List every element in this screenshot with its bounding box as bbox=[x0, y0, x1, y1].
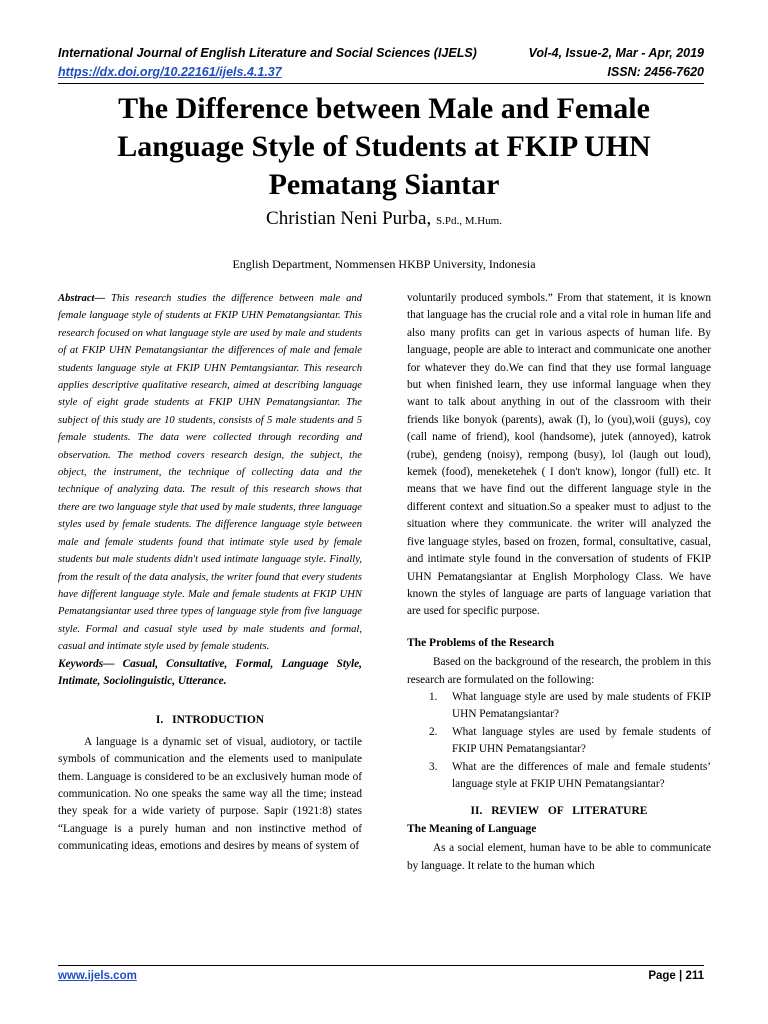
abstract-text: This research studies the difference between male and female language style of students at FKIP UHN Pematangsiantar. This research focused on what language style are used by male and students of at FKIP UHN Pematangsiantar the differences of male and female students language style at FKIP UHN Pemtangsiantar. This research applies descriptive qualitative research, aimed at describing language style of eight grade students at FKIP UHN Pematangsiantar. The subject of this study are 10 students, consists of 5 male students and 5 female students. The data were collected through recording and observation. The method covers research design, the subject, the object, the instrument, the technique of collecting data and the technique of analyzing data. The result of this research shows that there are two language style that used by male students, three language styles used by female students. The difference language style between male and female students found that intimate style used by female students but male students didn't used intimate language style. Finally, from the result of the data analysis, the writer found that every students have different language style. Male and female students at FKIP UHN Pematangsiantar used three types of language style from five language style. Formal and casual style used by male students and formal, casual and intimate style used by female students. bbox=[58, 293, 362, 653]
author-name: Christian Neni Purba, bbox=[266, 208, 432, 229]
paper-title: The Difference between Male and Female Language Style of Students at FKIP UHN Pematang Siantar bbox=[117, 92, 651, 201]
abstract bbox=[58, 290, 362, 656]
problems-list bbox=[407, 689, 711, 793]
intro-heading: I. INTRODUCTION bbox=[155, 714, 265, 727]
author-line bbox=[60, 208, 708, 230]
issn: ISSN: 2456-7620 bbox=[607, 65, 704, 79]
right-column bbox=[407, 290, 711, 875]
list-number: 1. bbox=[429, 690, 438, 703]
journal-name: International Journal of English Literature and Social Sciences (IJELS) bbox=[58, 46, 477, 60]
keywords-text: Casual, Consultative, Formal, Language Style, Intimate, Sociolinguistic, Utterance. bbox=[58, 657, 362, 687]
left-column bbox=[58, 290, 362, 856]
header-divider bbox=[58, 83, 704, 84]
list-item bbox=[407, 724, 711, 759]
keywords-label: Keywords— bbox=[58, 657, 115, 670]
list-item bbox=[407, 759, 711, 794]
affiliation: English Department, Nommensen HKBP University, Indonesia bbox=[232, 257, 536, 271]
abstract-label: Abstract— bbox=[58, 293, 106, 304]
review-heading: II. REVIEW OF LITERATURE bbox=[470, 805, 648, 818]
list-number: 3. bbox=[429, 760, 438, 773]
doi-row bbox=[58, 65, 704, 79]
website-link[interactable]: www.ijels.com bbox=[58, 970, 137, 982]
page-footer bbox=[58, 965, 704, 982]
page-number: Page | 211 bbox=[648, 970, 704, 982]
problems-intro: Based on the background of the research, the problem in this research are formulated on the following: bbox=[407, 656, 711, 686]
volume-info: Vol-4, Issue-2, Mar - Apr, 2019 bbox=[528, 46, 704, 60]
doi-link[interactable]: https://dx.doi.org/10.22161/ijels.4.1.37 bbox=[58, 65, 282, 79]
intro-paragraph: A language is a dynamic set of visual, audiotory, or tactile symbols of communication and the elements used to manipulate them. Language is considered to be an exclusively human mode of communication. No one speaks the same way all the time; instead they speak for a wide variety of purpose. Sapir (1921:8) states “Language is a purely human and non instinctive method of communicating ideas, emotions and desires by means of system of bbox=[58, 735, 362, 853]
journal-header bbox=[58, 46, 704, 60]
meaning-paragraph: As a social element, human have to be able to communicate by language. It relate to the human which bbox=[407, 842, 711, 872]
list-item bbox=[407, 689, 711, 724]
problems-heading: The Problems of the Research bbox=[407, 636, 555, 649]
list-text: What language styles are used by female students of FKIP UHN Pematangsiantar? bbox=[452, 725, 711, 756]
author-credentials: S.Pd., M.Hum. bbox=[435, 215, 502, 227]
keywords bbox=[58, 656, 362, 691]
right-paragraph: voluntarily produced symbols.” From that statement, it is known that language has the crucial role and a vital role in human life and also many profits can get in various aspects of human life. By language, people are able to interact and communicate one another for whatever they do.We can find that they use formal language but when finished learn, they use informal language when they want to talk about anything in out of the classroom with their friends like bonyok (parents), awak (I), lo (you),woii (guys), coy (call name of friend), kool (handsome), jutek (annoyed), katrok (rube), gendeng (noisy), rempong (busy), lol (laugh out loud), kemek (food), meneketehek ( I don't know), longor (full) etc. It means that we have find out the different language style in the different context and situation.So a speaker must to adjust to the situation where they communicate. the writer will analyzed the five language styles, based on frozen, formal, consultative, casual, and intimate style found in the conversation of students of FKIP UHN Pematangsiantar at English Morphology Class. We have known the styles of language are parts of language variation that are used for specific purpose. bbox=[407, 292, 711, 618]
list-number: 2. bbox=[429, 725, 438, 738]
meaning-heading: The Meaning of Language bbox=[407, 822, 537, 835]
list-text: What language style are used by male students of FKIP UHN Pematangsiantar? bbox=[452, 690, 711, 721]
list-text: What are the differences of male and female students’ language style at FKIP UHN Pematangsiantar? bbox=[452, 760, 711, 790]
